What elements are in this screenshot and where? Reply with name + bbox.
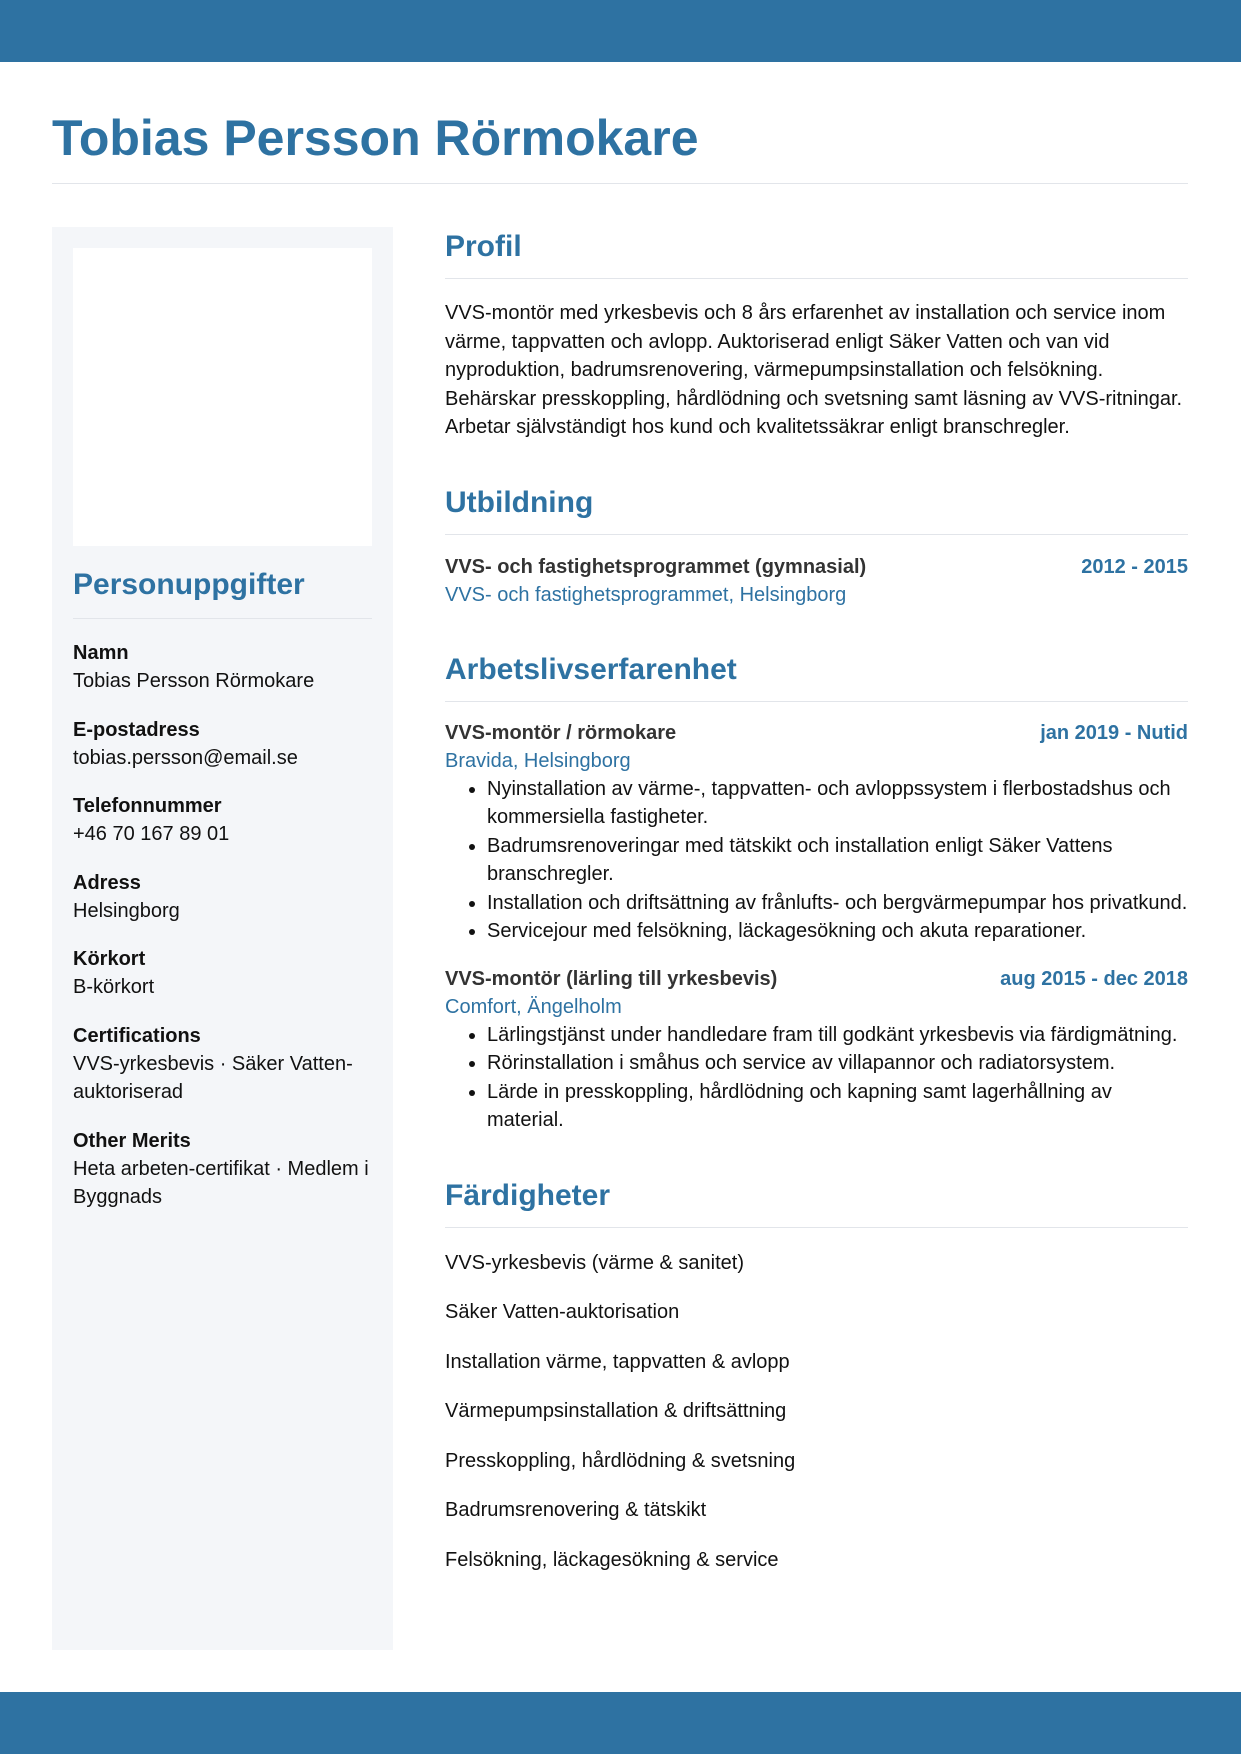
job-employer: Comfort, Ängelholm bbox=[445, 995, 622, 1018]
skills-heading: Färdigheter bbox=[445, 1178, 611, 1212]
field-other-merits bbox=[73, 1127, 372, 1212]
duty-item: • Lärde in presskoppling, hårdlödning och kapning samt lagerhållning av material. bbox=[487, 1078, 1188, 1135]
field-email bbox=[73, 716, 372, 773]
experience-section bbox=[445, 650, 1188, 1135]
education-title: VVS- och fastighetsprogrammet (gymnasial) bbox=[445, 555, 867, 578]
duty-item: • Servicejour med felsökning, läckagesökning och akuta reparationer. bbox=[487, 917, 1188, 946]
personal-info-heading: Personuppgifter bbox=[73, 568, 305, 601]
profile-section bbox=[445, 227, 1188, 442]
title-divider bbox=[52, 183, 1188, 184]
skills-section bbox=[445, 1176, 1188, 1574]
job-title: VVS-montör (lärling till yrkesbevis) bbox=[445, 967, 778, 990]
field-value: Helsingborg bbox=[73, 899, 180, 922]
personal-info-list bbox=[73, 639, 372, 1232]
sidebar-divider bbox=[73, 618, 372, 619]
field-value: +46 70 167 89 01 bbox=[73, 823, 230, 845]
field-name bbox=[73, 639, 372, 696]
field-label: E-postadress bbox=[73, 718, 200, 741]
section-divider bbox=[445, 278, 1188, 279]
section-divider bbox=[445, 1227, 1188, 1228]
bottom-accent-bar bbox=[0, 1692, 1241, 1754]
page-title: Tobias Persson Rörmokare bbox=[52, 110, 699, 166]
job-duties bbox=[445, 1021, 1188, 1135]
job-entry bbox=[445, 719, 1188, 946]
duty-item: • Rörinstallation i småhus och service av villapannor och radiatorsystem. bbox=[487, 1049, 1188, 1078]
skill-item: Badrumsrenovering & tätskikt bbox=[445, 1499, 707, 1521]
skill-item: Felsökning, läckagesökning & service bbox=[445, 1548, 779, 1571]
skill-item: Värmepumpsinstallation & driftsättning bbox=[445, 1400, 787, 1422]
field-label: Körkort bbox=[73, 948, 146, 970]
profile-summary: VVS-montör med yrkesbevis och 8 års erfarenhet av installation och service inom värme, tappvatten och avlopp. Auktoriserad enligt Säker Vatten och van vid nyproduktion, badrumsrenovering, värmepumpsinstallation och felsökning. Behärskar presskoppling, hårdlödning och svetsning samt läsning av VVS-ritningar. Arbetar självständigt hos kund och kvalitetssäkrar enligt branschregler. bbox=[445, 302, 1183, 438]
field-label: Telefonnummer bbox=[73, 795, 222, 817]
section-divider bbox=[445, 534, 1188, 535]
field-value: VVS-yrkesbevis · Säker Vatten-auktoriserad bbox=[73, 1052, 353, 1103]
skill-item: Säker Vatten-auktorisation bbox=[445, 1301, 680, 1323]
field-drivers-license bbox=[73, 945, 372, 1002]
duty-item: • Installation och driftsättning av frånlufts- och bergvärmepumpar hos privatkund. bbox=[487, 889, 1188, 918]
field-label: Certifications bbox=[73, 1024, 201, 1047]
education-entry bbox=[445, 553, 1188, 609]
field-address bbox=[73, 869, 372, 926]
education-section bbox=[445, 483, 1188, 609]
top-accent-bar bbox=[0, 0, 1241, 62]
field-value: Tobias Persson Rörmokare bbox=[73, 670, 315, 692]
job-dates: aug 2015 - dec 2018 bbox=[1000, 967, 1188, 990]
job-duties bbox=[445, 775, 1188, 946]
field-value: Heta arbeten-certifikat · Medlem i Byggnads bbox=[73, 1157, 369, 1208]
field-value: tobias.persson@email.se bbox=[73, 746, 298, 769]
experience-heading: Arbetslivserfarenhet bbox=[445, 652, 737, 686]
duty-item: • Lärlingstjänst under handledare fram till godkänt yrkesbevis via färdigmätning. bbox=[487, 1021, 1188, 1050]
field-label: Namn bbox=[73, 642, 129, 664]
skill-item: Installation värme, tappvatten & avlopp bbox=[445, 1350, 790, 1373]
education-heading: Utbildning bbox=[445, 485, 594, 519]
skill-item: Presskoppling, hårdlödning & svetsning bbox=[445, 1449, 796, 1472]
duty-item: • Badrumsrenoveringar med tätskikt och installation enligt Säker Vattens branschregler. bbox=[487, 832, 1188, 889]
field-certifications bbox=[73, 1022, 372, 1107]
field-label: Adress bbox=[73, 871, 141, 894]
education-school: VVS- och fastighetsprogrammet, Helsingborg bbox=[445, 583, 847, 606]
profile-heading: Profil bbox=[445, 230, 522, 263]
section-divider bbox=[445, 701, 1188, 702]
education-dates: 2012 - 2015 bbox=[1081, 555, 1188, 578]
main-content bbox=[445, 227, 1188, 1595]
field-value: B-körkort bbox=[73, 976, 155, 998]
field-phone bbox=[73, 792, 372, 849]
job-entry bbox=[445, 965, 1188, 1135]
field-label: Other Merits bbox=[73, 1129, 191, 1152]
job-employer: Bravida, Helsingborg bbox=[445, 749, 631, 772]
profile-photo-placeholder bbox=[73, 248, 372, 546]
skill-item: VVS-yrkesbevis (värme & sanitet) bbox=[445, 1251, 744, 1274]
job-dates: jan 2019 - Nutid bbox=[1040, 721, 1188, 744]
skills-list bbox=[445, 1249, 1188, 1574]
job-title: VVS-montör / rörmokare bbox=[445, 721, 677, 744]
sidebar bbox=[52, 227, 393, 1650]
duty-item: • Nyinstallation av värme-, tappvatten- och avloppssystem i flerbostadshus och kommersiella fastigheter. bbox=[487, 775, 1188, 832]
